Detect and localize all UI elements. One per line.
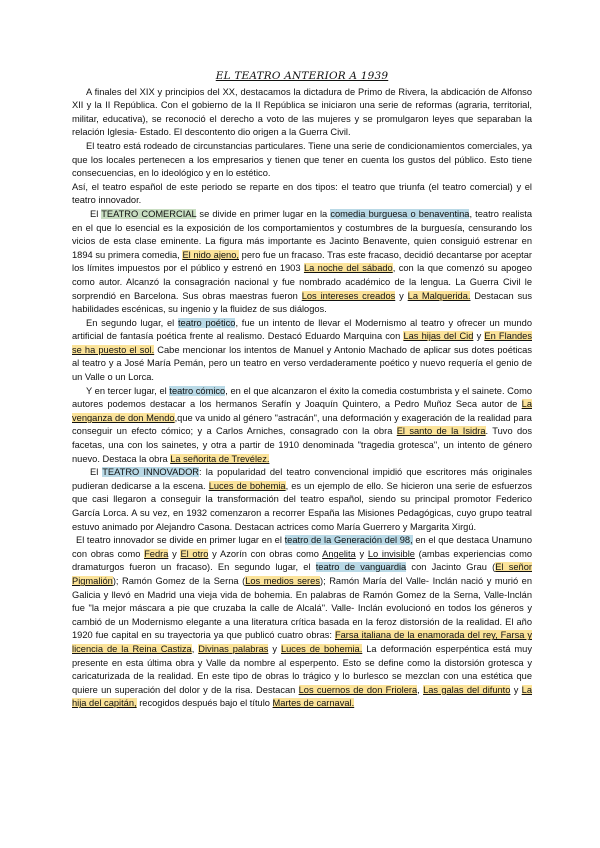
highlight-la-senorita-de-trevelez: La señorita de Trevélez. (170, 453, 270, 464)
highlight-el-otro: El otro (180, 548, 209, 559)
paragraph-teatro-innovador: El TEATRO INNOVADOR: la popularidad del teatro convencional impidió que escritores más originales pudieran dedicarse a la escena. Luces de bohemia, es un ejemplo de ello. Se hicieron una serie de esfuerzos que casi llegaron a conseguir la transformación del teatro español, siendo su principal promotor Federico García Lorca. A su vez, en 1932 comenzaron a recorrer España las Misiones Pedagógicas, cuyo grupo teatral estuvo animado por Alejandro Casona. Destacan actrices como María Guerrero y Margarita Xirgú. (72, 467, 532, 532)
highlight-comedia-burguesa: comedia burguesa o benaventina (330, 208, 470, 219)
underline-lo-invisible: Lo invisible (367, 548, 415, 559)
highlight-el-santo-de-la-isidra: El santo de la Isidra (396, 426, 486, 437)
highlight-los-medios-seres: Los medios seres (245, 575, 320, 586)
paragraph-teatro-comercial: El TEATRO COMERCIAL se divide en primer lugar en la comedia burguesa o benaventina, teatro realista en el que lo esencial es la exposición de los comportamientos y costumbres de la burguesía, censurando los vicios de esta clase eminente. La figura más importante es Jacinto Benavente, quien consiguió estrenar en 1894 su primera comedia, El nido ajeno, pero fue un fracaso. Tras este fracaso, decidió decantarse por aceptar los límites impuestos por el público y estrenó en 1903 La noche del sábado, con la que comenzó su apogeo como autor. Alcanzó la consagración nacional y fue nombrado académico de la lengua. La Guerra Civil le sorprendió en Barcelona. Sus obras maestras fueron Los intereses creados y La Malquerida. Destacan sus habilidades escénicas, su ingenio y la fluidez de sus diálogos. (72, 208, 533, 315)
highlight-el-nido-ajeno: El nido ajeno, (182, 249, 239, 260)
highlight-fedra: Fedra (144, 548, 169, 559)
highlight-farsas-1920: Farsa italiana de la enamorada del rey, Farsa y licencia de la Reina Castiza (72, 630, 532, 654)
highlight-la-venganza-de-don-mendo: La venganza de don Mendo (72, 399, 532, 423)
highlight-los-intereses-creados: Los intereses creados (301, 290, 396, 301)
highlight-divinas-palabras: Divinas palabras (198, 643, 269, 654)
document-page (72, 70, 532, 711)
paragraph-teatro-comico: Y en tercer lugar, el teatro cómico, en el que alcanzaron el éxito la comedia costumbrista y el sainete. Como autores podemos destacar a los hermanos Serafín y Joaquín Quintero, a Pedro Muñoz Seca autor de La venganza de don Mendo,que va unido al género "astracán", una deformación y exageración de la realidad para conseguir un efecto cómico; y a Carlos Arniches, consagrado con la obra El santo de la Isidra. Tuvo dos facetas, una con los sainetes, y otra a partir de 1910 denominada "tragedia grotesca", un intento de género nuevo. Destaca la obra La señorita de Trevélez. (72, 385, 532, 464)
highlight-las-hijas-del-cid: Las hijas del Cid (403, 331, 474, 342)
highlight-teatro-comico: teatro cómico (169, 385, 226, 396)
highlight-teatro-comercial: TEATRO COMERCIAL (101, 208, 197, 219)
highlight-los-cuernos-de-don-friolera: Los cuernos de don Friolera (298, 684, 418, 695)
highlight-las-galas-del-difunto: Las galas del difunto (423, 684, 511, 695)
paragraph-teatro-poetico: En segundo lugar, el teatro poético, fue un intento de llevar el Modernismo al teatro y ofrecer un mundo artificial de fantasía poética frente al realismo. Destacó Eduardo Marquina con Las hijas del Cid y En Flandes se ha puesto el sol. Cabe mencionar los intentos de Manuel y Antonio Machado de aplicar sus dotes poéticas al teatro y a José María Pemán, pero un teatro en verso verdaderamente poético y nuevo requería el genio de un Valle o un Lorca. (72, 317, 532, 383)
underline-angelita: Angelita (322, 548, 356, 559)
paragraph-generacion-98: El teatro innovador se divide en primer lugar en el teatro de la Generación del 98, en el que destaca Unamuno con obras como Fedra y El otro y Azorín con obras como Angelita y Lo invisible (ambas experiencias como dramaturgos fueron un fracaso). En segundo lugar, el teatro de vanguardia con Jacinto Grau (El señor Pigmalión); Ramón Gomez de la Serna (Los medios seres); Ramón María del Valle- Inclán nació y murió en Galicia y llevó en Madrid una vieja vida de bohemia. En palabras de Ramón Gomez de la Serna, Valle-Inclán fue "la mejor máscara a pie que cruzaba la calle de Alcalá". Valle- Inclán evolucionó en todos los géneros y cambió de un Modernismo elegante a una literatura crítica basada en la feroz distorsión de la realidad. El año 1920 fue capital en su trayectoria ya que publicó cuatro obras: Farsa italiana de la enamorada del rey, Farsa y licencia de la Reina Castiza, Divinas palabras y Luces de bohemia. La deformación esperpéntica está muy presente en esta última obra y Valle da nombre al esperpento. Esto se define como la distorsión grotesca y caricaturizada de la realidad. En este tipo de obras lo trágico y lo burlesco se mezclan con una estética que quiere un superación del dolor y de la risa. Destacan Los cuernos de don Friolera, Las galas del difunto y La hija del capitán, recogidos después bajo el título Martes de carnaval. (72, 535, 533, 709)
highlight-el-senor-pigmalion: El señor Pigmalión (72, 562, 532, 586)
document-title: EL TEATRO ANTERIOR A 1939 (215, 70, 389, 82)
highlight-la-malquerida: La Malquerida. (407, 290, 471, 301)
highlight-en-flandes: En Flandes se ha puesto el sol. (72, 331, 532, 355)
highlight-luces-de-bohemia-2: Luces de bohemia. (280, 643, 363, 654)
highlight-teatro-poetico: teatro poético (177, 317, 236, 328)
highlight-la-hija-del-capitan: La hija del capitán, (72, 684, 533, 709)
paragraph-types: Así, el teatro español de este periodo se reparte en dos tipos: el teatro que triunfa (el teatro comercial) y el teatro innovador. (72, 181, 532, 206)
highlight-teatro-innovador: TEATRO INNOVADOR (102, 467, 200, 478)
highlight-teatro-de-vanguardia: teatro de vanguardia (315, 562, 407, 573)
highlight-la-noche-del-sabado: La noche del sábado (303, 263, 393, 274)
paragraph-circumstances: El teatro está rodeado de circunstancias particulares. Tiene una serie de condicionamientos comerciales, ya que los locales pertenecen a los empresarios y tienen que tener en cuenta los gustos del público. Esto tiene consecuencias, en lo ideológico y en lo estético. (72, 140, 532, 179)
highlight-teatro-generacion-98: teatro de la Generación del 98, (284, 535, 413, 546)
paragraph-context: A finales del XIX y principios del XX, destacamos la dictadura de Primo de Rivera, la abdicación de Alfonso XII y la II República. Con el gobierno de la II República se iniciaron una serie de reformas (agraria, territorial, militar, educativa), se reconoció el derecho a voto de las mujeres y se promulgaron leyes que separaban la relación Iglesia- Estado. El descontento dio origen a la Guerra Civil. (72, 86, 532, 138)
highlight-martes-de-carnaval: Martes de carnaval. (272, 698, 355, 709)
highlight-luces-de-bohemia: Luces de bohemia (208, 480, 286, 491)
